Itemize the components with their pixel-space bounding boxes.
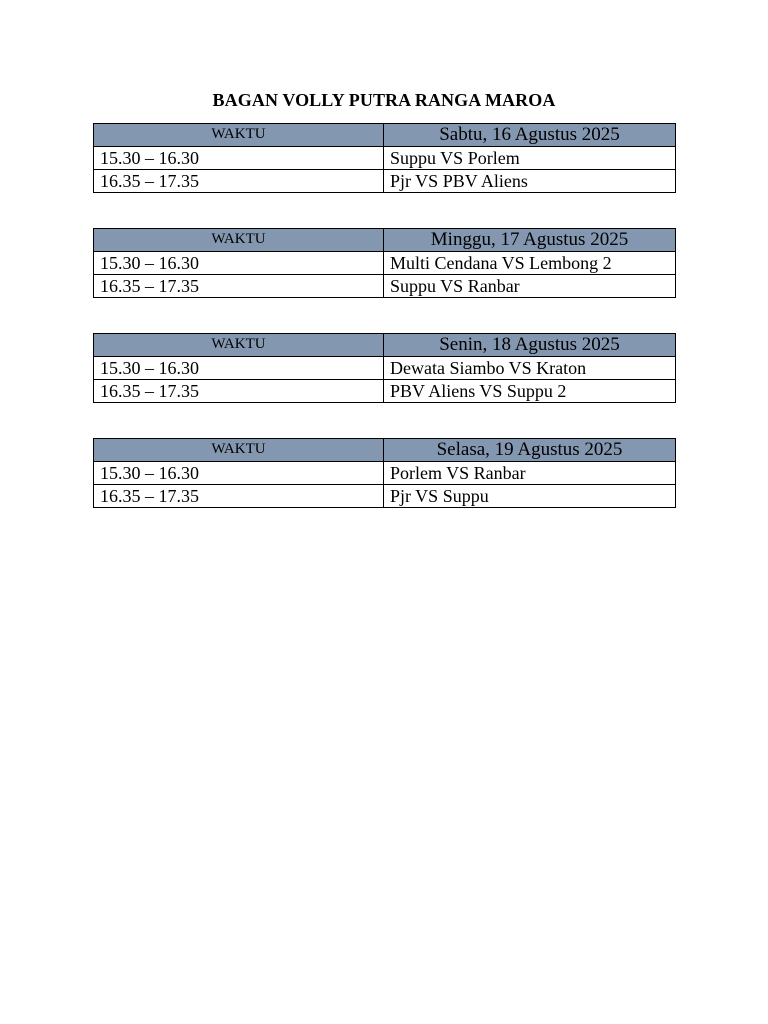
date-header: Senin, 18 Agustus 2025 [384, 334, 676, 357]
table-header-row [94, 439, 676, 462]
time-column-header: WAKTU [94, 334, 384, 357]
match-cell: Suppu VS Porlem [384, 147, 676, 170]
match-cell: Dewata Siambo VS Kraton [384, 357, 676, 380]
table-row [94, 357, 676, 380]
time-slot-cell: 16.35 – 17.35 [94, 275, 384, 298]
table-row [94, 462, 676, 485]
table-header-row [94, 229, 676, 252]
time-slot-cell: 15.30 – 16.30 [94, 147, 384, 170]
table-row [94, 170, 676, 193]
time-slot-cell: 16.35 – 17.35 [94, 485, 384, 508]
match-cell: Multi Cendana VS Lembong 2 [384, 252, 676, 275]
document-title: BAGAN VOLLY PUTRA RANGA MAROA [212, 90, 556, 110]
time-slot-cell: 15.30 – 16.30 [94, 357, 384, 380]
time-slot-cell: 16.35 – 17.35 [94, 380, 384, 403]
table-header-row [94, 124, 676, 147]
table-row [94, 147, 676, 170]
match-cell: Porlem VS Ranbar [384, 462, 676, 485]
schedule-table-day-1 [93, 123, 676, 193]
time-slot-cell: 15.30 – 16.30 [94, 252, 384, 275]
time-column-header: WAKTU [94, 229, 384, 252]
date-header: Sabtu, 16 Agustus 2025 [384, 124, 676, 147]
table-header-row [94, 334, 676, 357]
time-column-header: WAKTU [94, 124, 384, 147]
table-row [94, 380, 676, 403]
match-cell: PBV Aliens VS Suppu 2 [384, 380, 676, 403]
table-row [94, 252, 676, 275]
schedule-table-day-3 [93, 333, 676, 403]
match-cell: Pjr VS PBV Aliens [384, 170, 676, 193]
table-row [94, 275, 676, 298]
time-slot-cell: 16.35 – 17.35 [94, 170, 384, 193]
schedule-table-day-4 [93, 438, 676, 508]
match-cell: Suppu VS Ranbar [384, 275, 676, 298]
time-column-header: WAKTU [94, 439, 384, 462]
schedule-table-day-2 [93, 228, 676, 298]
table-row [94, 485, 676, 508]
time-slot-cell: 15.30 – 16.30 [94, 462, 384, 485]
date-header: Selasa, 19 Agustus 2025 [384, 439, 676, 462]
date-header: Minggu, 17 Agustus 2025 [384, 229, 676, 252]
match-cell: Pjr VS Suppu [384, 485, 676, 508]
